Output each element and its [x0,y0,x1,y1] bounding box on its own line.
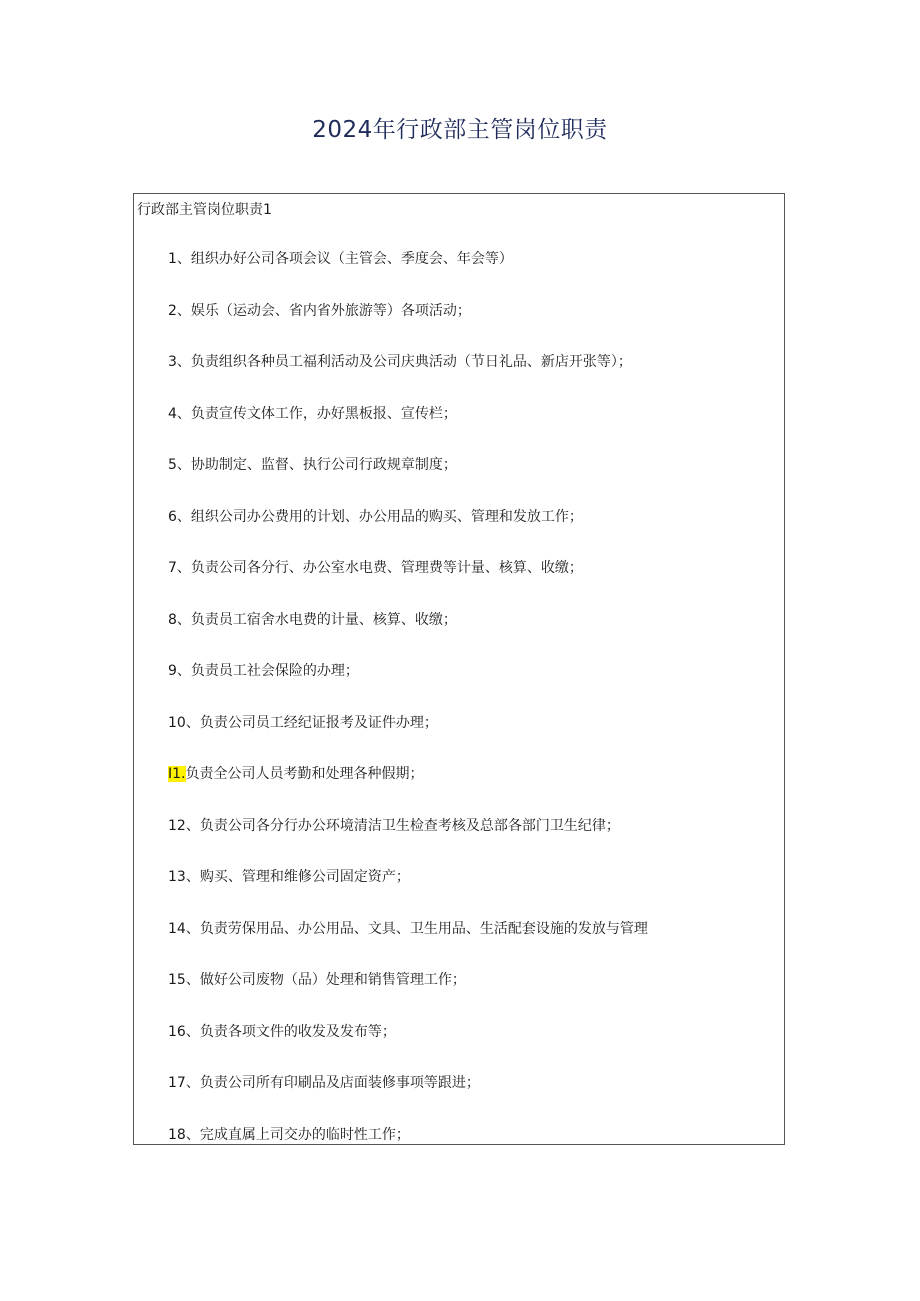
item-text: 负责劳保用品、办公用品、文具、卫生用品、生活配套设施的发放与管理 [199,920,648,937]
item-number: 4、 [168,405,191,422]
list-item [168,970,648,1022]
item-number: 10、 [168,714,200,731]
document-title: 2024年行政部主管岗位职责 [312,117,608,143]
item-number: 8、 [168,611,191,628]
list-item [168,249,648,301]
item-number: 9、 [168,663,191,679]
list-item [168,1022,648,1074]
list-item [168,507,648,559]
item-number: 7、 [168,560,191,576]
item-number: 16、 [168,1023,200,1040]
item-text: 负责各项文件的收发及发布等； [199,1023,396,1040]
item-text: 负责组织各种员工福利活动及公司庆典活动（节日礼品、新店开张等）； [190,354,632,370]
list-item [168,661,648,713]
item-text: 做好公司废物（品）处理和销售管理工作； [199,972,466,988]
item-text: 组织办好公司各项会议（主管会、季度会、年会等） [190,251,513,267]
list-item [168,1125,648,1146]
item-text: 负责宣传文体工作，办好黑板报、宣传栏； [190,405,457,422]
item-number: 18、 [168,1126,200,1143]
list-item [168,764,648,816]
item-text: 协助制定、监督、执行公司行政规章制度； [190,457,457,473]
item-text: 负责员工宿舍水电费的计量、核算、收缴； [190,611,457,628]
list-item [168,455,648,507]
item-number: 15、 [168,972,200,988]
item-text: 购买、管理和维修公司固定资产； [199,869,410,885]
list-item [168,713,648,765]
item-text: 负责全公司人员考勤和处理各种假期； [185,766,424,782]
item-number: 1、 [168,251,191,267]
item-number: 13、 [168,869,200,885]
item-text: 负责员工社会保险的办理； [190,663,359,679]
section-heading: 行政部主管岗位职责1 [137,202,272,218]
item-number: 5、 [168,457,191,473]
list-item [168,816,648,868]
list-item [168,558,648,610]
item-number: 17、 [168,1075,200,1091]
item-number-highlighted: I1. [168,766,186,782]
item-text: 负责公司所有印刷品及店面装修事项等跟进； [199,1075,480,1091]
item-text: 负责公司各分行、办公室水电费、管理费等计量、核算、收缴； [190,560,583,576]
item-text: 完成直属上司交办的临时性工作； [199,1126,410,1143]
duty-list [168,249,648,1145]
item-text: 组织公司办公费用的计划、办公用品的购买、管理和发放工作； [190,508,583,525]
item-number: 6、 [168,508,191,525]
list-item [168,610,648,662]
item-text: 负责公司各分行办公环境清洁卫生检查考核及总部各部门卫生纪律； [199,817,620,834]
content-box [133,193,785,1145]
list-item [168,867,648,919]
list-item [168,301,648,353]
list-item [168,1073,648,1125]
list-item [168,919,648,971]
item-number: 2、 [168,302,191,319]
item-text: 娱乐（运动会、省内省外旅游等）各项活动； [190,302,471,319]
item-text: 负责公司员工经纪证报考及证件办理； [199,714,438,731]
list-item [168,352,648,404]
list-item [168,404,648,456]
item-number: 3、 [168,354,191,370]
item-number: 12、 [168,817,200,834]
item-number: 14、 [168,920,200,937]
